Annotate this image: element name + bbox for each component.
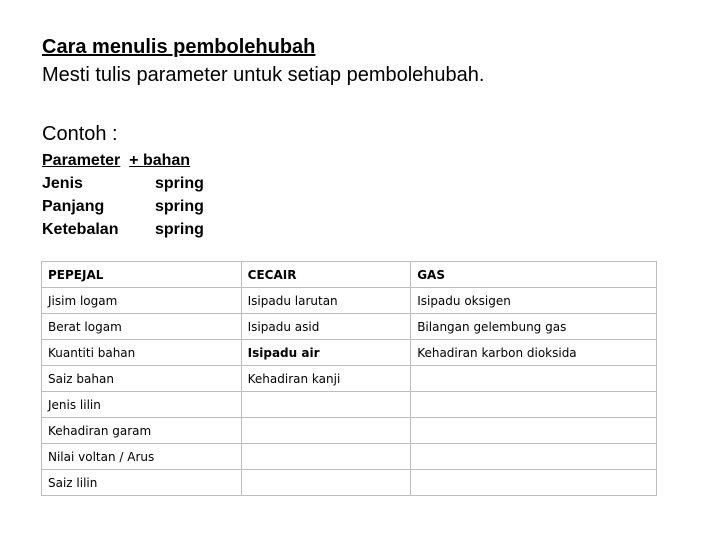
table-cell — [411, 444, 657, 470]
table-cell: Saiz bahan — [42, 366, 242, 392]
pair-value: spring — [155, 175, 204, 192]
pair-value: spring — [155, 221, 204, 238]
table-cell — [241, 392, 411, 418]
pair-key: Panjang — [42, 198, 105, 215]
table-cell: Bilangan gelembung gas — [411, 314, 657, 340]
table-cell — [411, 366, 657, 392]
pair-key: Jenis — [42, 175, 83, 192]
table-cell: Isipadu larutan — [241, 288, 411, 314]
table-cell: Nilai voltan / Arus — [42, 444, 242, 470]
table-cell: Saiz lilin — [42, 470, 242, 496]
table-row — [42, 470, 657, 496]
table-header-cell: GAS — [411, 262, 657, 288]
table-row — [42, 314, 657, 340]
subtitle: Mesti tulis parameter untuk setiap pembolehubah. — [42, 64, 485, 86]
table-cell: Isipadu oksigen — [411, 288, 657, 314]
table-cell: Isipadu air — [241, 340, 411, 366]
table-cell: Kehadiran karbon dioksida — [411, 340, 657, 366]
table-header-cell: CECAIR — [241, 262, 411, 288]
table-header-cell: PEPEJAL — [42, 262, 242, 288]
table-cell: Jisim logam — [42, 288, 242, 314]
table-cell — [411, 392, 657, 418]
table-row — [42, 444, 657, 470]
pair-row-header — [42, 149, 204, 172]
heading: Cara menulis pembolehubah — [42, 36, 316, 58]
table-cell — [241, 470, 411, 496]
pair-key: Parameter — [42, 152, 121, 169]
table-cell — [241, 444, 411, 470]
pair-value: spring — [155, 198, 204, 215]
table-cell — [411, 418, 657, 444]
variables-table — [41, 261, 657, 496]
table-cell — [411, 470, 657, 496]
table-cell: Kehadiran garam — [42, 418, 242, 444]
table-row — [42, 418, 657, 444]
table-cell — [241, 418, 411, 444]
example-label: Contoh : — [42, 123, 118, 145]
pair-value: + bahan — [129, 152, 191, 169]
table-cell: Jenis lilin — [42, 392, 242, 418]
pair-row — [42, 218, 204, 241]
table-header-row — [42, 262, 657, 288]
table-cell: Kuantiti bahan — [42, 340, 242, 366]
table-row — [42, 288, 657, 314]
table-cell: Kehadiran kanji — [241, 366, 411, 392]
table-row — [42, 392, 657, 418]
pair-key: Ketebalan — [42, 221, 119, 238]
table-row — [42, 340, 657, 366]
table-cell: Isipadu asid — [241, 314, 411, 340]
table-cell: Berat logam — [42, 314, 242, 340]
table-row — [42, 366, 657, 392]
parameter-examples — [42, 149, 204, 241]
pair-row — [42, 172, 204, 195]
pair-row — [42, 195, 204, 218]
